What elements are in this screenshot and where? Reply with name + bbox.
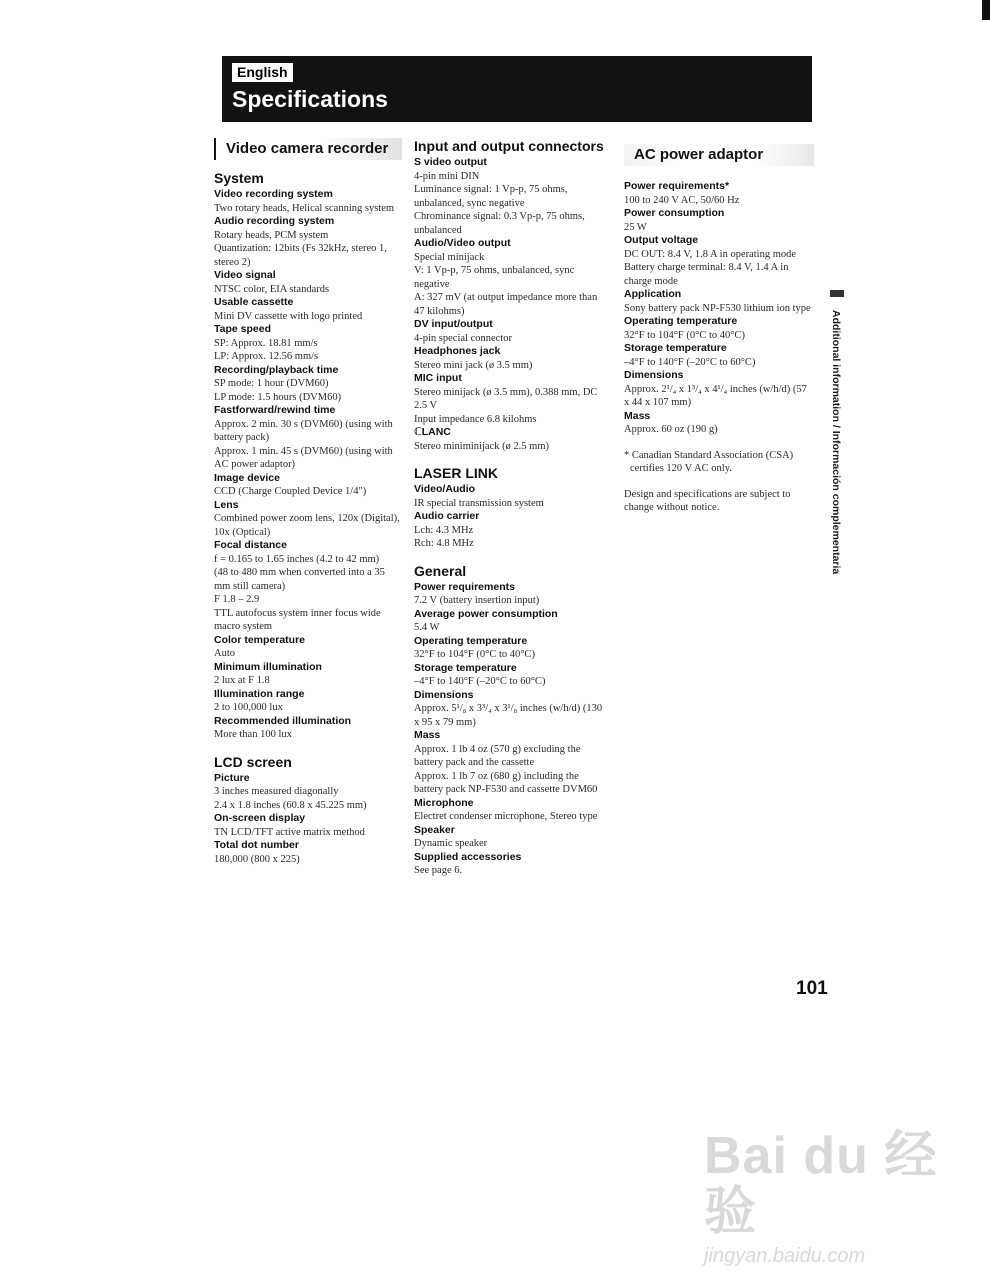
spec-value: Stereo mini jack (ø 3.5 mm) [414, 359, 533, 371]
design-note: Design and specifications are subject to change without notice. [624, 488, 791, 513]
spec-label: Audio/Video output [414, 237, 511, 249]
spec-label: Mass [624, 409, 651, 422]
section-box-ac-adaptor: AC power adaptor [624, 144, 814, 166]
spec-value: 32°F to 104°F (0°C to 40°C) [414, 649, 535, 660]
spec-value: 5.4 W [414, 622, 440, 633]
spec-label: S video output [414, 156, 487, 168]
spec-label: Supplied accessories [414, 850, 522, 863]
spec-label: Power requirements* [624, 180, 730, 192]
spec-label: Recording/playback time [214, 363, 339, 376]
spec-value: Dynamic speaker [414, 838, 488, 849]
spec-label: On-screen display [214, 812, 306, 824]
spec-label: Focal distance [214, 539, 287, 551]
spec-label: Speaker [414, 823, 455, 836]
spec-value: NTSC color, EIA standards [214, 283, 330, 295]
section-box-video-camera: Video camera recorder [214, 138, 402, 160]
spec-value: 7.2 V (battery insertion input) [414, 595, 540, 606]
spec-value: Approx. 2¹/₄ x 1³/₄ x 4¹/₄ inches (w/h/d) (57 x 44 x 107 mm) [624, 383, 807, 408]
spec-value: –4°F to 140°F (–20°C to 60°C) [414, 676, 546, 687]
spec-label: Headphones jack [414, 345, 501, 357]
watermark-brand: Bai du 经验 [704, 1127, 938, 1241]
spec-value: Sony battery pack NP-F530 lithium ion type [624, 302, 811, 314]
spec-value: 2 to 100,000 lux [214, 702, 283, 713]
spec-label: Output voltage [624, 234, 699, 246]
section-heading: LASER LINK [414, 465, 498, 481]
spec-group [414, 483, 609, 551]
spec-value: Lch: 4.3 MHz Rch: 4.8 MHz [414, 524, 474, 549]
spec-label: Total dot number [214, 839, 299, 851]
spec-value: Approx. 1 lb 4 oz (570 g) excluding the battery pack and the cassette Approx. 1 lb 7 oz (680 g) including the battery pack NP-F530 and cassette DVM60 [414, 743, 598, 795]
spec-label: Audio recording system [214, 215, 335, 227]
side-tab-marker [830, 290, 844, 297]
spec-label: Video recording system [214, 188, 333, 200]
spec-value: 4-pin mini DIN Luminance signal: 1 Vp-p, 75 ohms, unbalanced, sync negative Chrominance signal: 0.3 Vp-p, 75 ohms, unbalanced [414, 170, 585, 236]
spec-value: Approx. 60 oz (190 g) [624, 424, 718, 435]
spec-value: Rotary heads, PCM system Quantization: 12bits (Fs 32kHz, stereo 1, stereo 2) [214, 229, 387, 268]
spec-label: ℂLANC [414, 426, 451, 438]
section-heading: Input and output connectors [414, 138, 604, 154]
spec-value: Auto [214, 648, 235, 659]
spec-value: Stereo minijack (ø 3.5 mm), 0.388 mm, DC 2.5 V Input impedance 6.8 kilohms [414, 386, 598, 425]
footnote: * Canadian Standard Association (CSA) certifies 120 V AC only. [624, 449, 794, 474]
section-heading: System [214, 170, 264, 186]
spec-label: Average power consumption [414, 607, 558, 620]
spec-label: Lens [214, 498, 239, 511]
spec-value: Mini DV cassette with logo printed [214, 310, 363, 322]
spec-value: 2 lux at F 1.8 [214, 675, 270, 686]
spec-group [414, 156, 609, 453]
spec-value: SP: Approx. 18.81 mm/s LP: Approx. 12.56 mm/s [214, 337, 319, 362]
spec-label: Image device [214, 471, 280, 484]
spec-label: Mass [414, 729, 441, 741]
spec-label: Dimensions [624, 369, 684, 381]
spec-value: 4-pin special connector [414, 332, 512, 344]
spec-value: More than 100 lux [214, 729, 292, 740]
spec-label: Illumination range [214, 687, 305, 700]
spec-value: See page 6. [414, 865, 463, 876]
watermark-url: jingyan.baidu.com [704, 1245, 866, 1267]
spec-value: 3 inches measured diagonally 2.4 x 1.8 inches (60.8 x 45.225 mm) [214, 786, 367, 811]
spec-label: Storage temperature [624, 342, 727, 354]
spec-value: –4°F to 140°F (–20°C to 60°C) [624, 356, 756, 368]
spec-value: DC OUT: 8.4 V, 1.8 A in operating mode Battery charge terminal: 8.4 V, 1.4 A in charge mode [624, 248, 797, 287]
spec-value: 180,000 (800 x 225) [214, 853, 300, 865]
spec-label: Minimum illumination [214, 660, 322, 673]
spec-label: MIC input [414, 372, 462, 384]
spec-value: Stereo miniminijack (ø 2.5 mm) [414, 440, 550, 452]
spec-label: Microphone [414, 796, 474, 809]
spec-value: SP mode: 1 hour (DVM60) LP mode: 1.5 hours (DVM60) [214, 378, 342, 403]
side-vertical-text: Additional information / Información complementaria [830, 310, 842, 575]
spec-label: Application [624, 288, 682, 300]
spec-value: Electret condenser microphone, Stereo type [414, 811, 598, 822]
spec-label: Audio carrier [414, 510, 480, 522]
title-banner [222, 56, 812, 122]
spec-value: 25 W [624, 221, 647, 233]
page-number: 101 [796, 978, 828, 999]
column-camera [214, 138, 402, 874]
spec-value: Approx. 2 min. 30 s (DVM60) (using with battery pack) Approx. 1 min. 45 s (DVM60) (using with AC power adaptor) [214, 418, 393, 470]
section-heading: General [414, 562, 467, 579]
spec-label: Tape speed [214, 323, 271, 335]
spec-label: Picture [214, 771, 250, 784]
spec-value: Special minijack V: 1 Vp-p, 75 ohms, unbalanced, sync negative A: 327 mV (at output impedance more than 47 kilohms) [414, 251, 598, 317]
spec-value: 32°F to 104°F (0°C to 40°C) [624, 329, 745, 341]
spec-value: IR special transmission system [414, 497, 544, 509]
spec-label: Fastforward/rewind time [214, 404, 336, 416]
spec-label: Operating temperature [414, 634, 528, 647]
spec-value: Approx. 5¹/₈ x 3³/₄ x 3¹/₈ inches (w/h/d) (130 x 95 x 79 mm) [414, 703, 603, 728]
spec-label: Storage temperature [414, 661, 517, 674]
spec-label: Operating temperature [624, 315, 738, 327]
spec-value: 100 to 240 V AC, 50/60 Hz [624, 194, 740, 206]
column-connectors [414, 138, 609, 886]
spec-label: Color temperature [214, 633, 306, 646]
page-title: Specifications [232, 86, 388, 112]
spec-group [214, 188, 402, 742]
spec-label: Power requirements [414, 580, 515, 593]
spec-label: Power consumption [624, 207, 725, 219]
spec-label: DV input/output [414, 318, 493, 330]
spec-group [214, 772, 402, 867]
spec-value: TN LCD/TFT active matrix method [214, 826, 365, 838]
page-edge-mark [982, 0, 990, 20]
watermark [704, 1128, 990, 1268]
spec-group [414, 581, 609, 878]
spec-label: Recommended illumination [214, 714, 352, 727]
spec-value: f = 0.165 to 1.65 inches (4.2 to 42 mm) (48 to 480 mm when converted into a 35 mm still camera) F 1.8 – 2.9 TTL autofocus system inner focus wide macro system [214, 553, 385, 632]
spec-label: Dimensions [414, 688, 474, 701]
spec-value: CCD (Charge Coupled Device 1/4") [214, 486, 367, 497]
section-heading: LCD screen [214, 753, 292, 770]
spec-value: Combined power zoom lens, 120x (Digital), 10x (Optical) [214, 513, 400, 538]
spec-label: Usable cassette [214, 296, 294, 308]
column-ac-adaptor [624, 138, 814, 515]
spec-label: Video/Audio [414, 483, 476, 495]
language-badge: English [232, 63, 293, 82]
spec-label: Video signal [214, 269, 276, 281]
spec-value: Two rotary heads, Helical scanning system [214, 202, 395, 214]
